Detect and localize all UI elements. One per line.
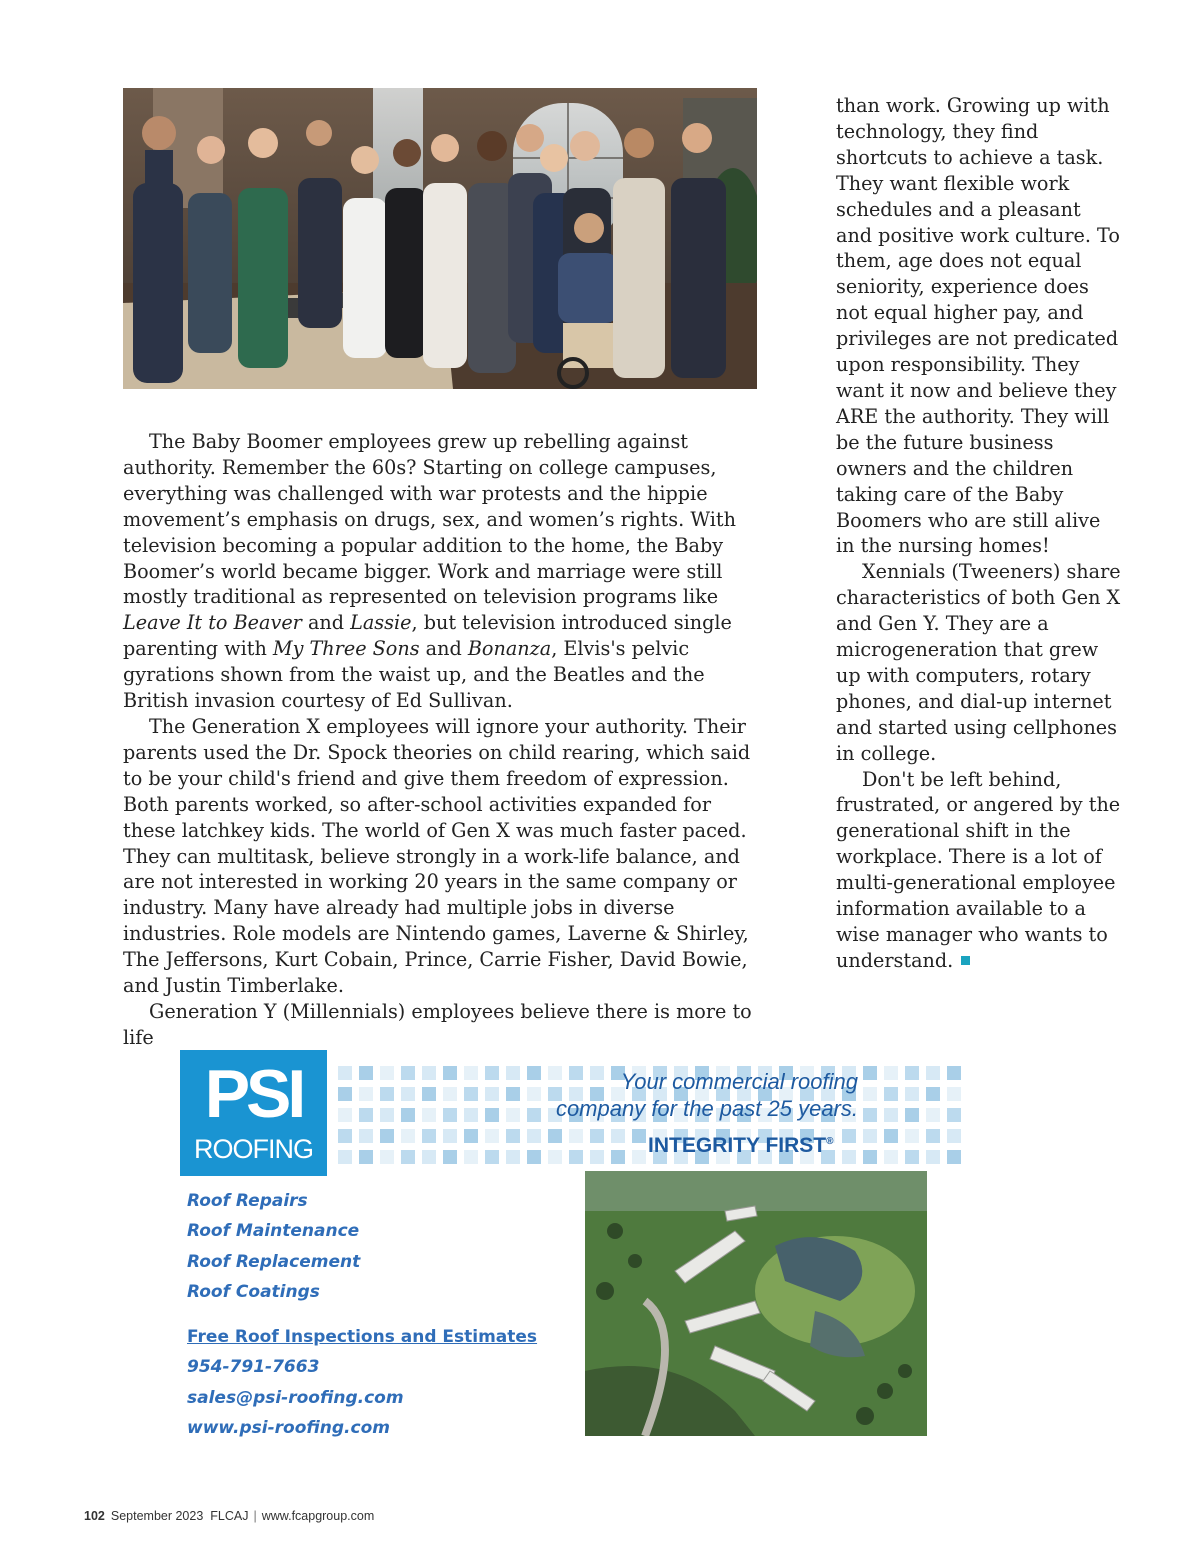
paragraph-generation-y-continued: than work. Growing up with technology, they find shortcuts to achieve a task. They want flexible work schedules and a pleasant and positive work culture. To them, age does not equal seniority, experience does not equal higher pay, and privileges are not predicated upon responsibility. They want it now and believe they ARE the authority. They will be the future business owners and the children taking care of the Baby Boomers who are still alive in the nursing homes! [836, 94, 1120, 558]
show-title-my-three-sons: My Three Sons [272, 637, 420, 661]
publication-name: FLCAJ [210, 1509, 249, 1523]
tagline-line-1: Your commercial roofing [620, 1069, 858, 1094]
footer-website[interactable]: www.fcapgroup.com [261, 1509, 375, 1523]
decorative-tile [401, 1150, 415, 1164]
show-title-bonanza: Bonanza [467, 637, 552, 661]
page-footer [84, 1509, 374, 1523]
service-item: Roof Coatings [187, 1281, 320, 1302]
integrity-first-slogan [648, 1134, 834, 1158]
decorative-tile [632, 1150, 646, 1164]
decorative-tile [422, 1150, 436, 1164]
email-address[interactable]: sales@psi-roofing.com [187, 1387, 404, 1408]
decorative-tile [380, 1129, 394, 1143]
team-photo-illustration [123, 88, 757, 389]
decorative-tile [380, 1066, 394, 1080]
decorative-tile [359, 1150, 373, 1164]
team-photo [123, 88, 757, 389]
end-of-article-mark [961, 956, 970, 965]
decorative-tile [464, 1066, 478, 1080]
decorative-tile [947, 1108, 961, 1122]
decorative-tile [926, 1108, 940, 1122]
decorative-tile [401, 1108, 415, 1122]
show-title-lassie: Lassie [350, 611, 412, 635]
decorative-tile [443, 1087, 457, 1101]
decorative-tile [422, 1087, 436, 1101]
paragraph-xennials: Xennials (Tweeners) share characteristics of both Gen X and Gen Y. They are a microgeneration that grew up with computers, rotary phones, and dial-up internet and started using cellphones in college. [836, 560, 1121, 765]
decorative-tile [485, 1150, 499, 1164]
decorative-tile [926, 1150, 940, 1164]
decorative-tile [485, 1087, 499, 1101]
decorative-tile [905, 1087, 919, 1101]
decorative-tile [947, 1129, 961, 1143]
decorative-tile [359, 1129, 373, 1143]
decorative-tile [380, 1087, 394, 1101]
decorative-tile [947, 1087, 961, 1101]
decorative-tile [926, 1087, 940, 1101]
decorative-tile [380, 1150, 394, 1164]
decorative-tile [884, 1087, 898, 1101]
decorative-tile [422, 1066, 436, 1080]
decorative-tile [590, 1150, 604, 1164]
decorative-tile [527, 1150, 541, 1164]
decorative-tile [884, 1129, 898, 1143]
logo-psi-text: PSI [204, 1056, 303, 1132]
decorative-tile [443, 1150, 457, 1164]
decorative-tile [401, 1066, 415, 1080]
decorative-tile [926, 1066, 940, 1080]
decorative-tile [548, 1150, 562, 1164]
decorative-tile [548, 1129, 562, 1143]
decorative-tile [863, 1150, 877, 1164]
decorative-tile [611, 1150, 625, 1164]
decorative-tile [842, 1150, 856, 1164]
decorative-tile [863, 1108, 877, 1122]
decorative-tile [443, 1129, 457, 1143]
ad-tagline [498, 1068, 858, 1122]
decorative-tile [884, 1150, 898, 1164]
footer-separator: | [253, 1509, 257, 1523]
decorative-tile [884, 1108, 898, 1122]
text-segment: The Baby Boomer employees grew up rebelling against authority. Remember the 60s? Starting on college campuses, everything was challenged with war protests and the hippie movement’s emphasis on drugs, sex, and women’s rights. With television becoming a popular addition to the home, the Baby Boomer’s world became bigger. Work and marriage were still mostly traditional as represented on television programs like [123, 430, 736, 609]
decorative-tile [380, 1108, 394, 1122]
ad-website[interactable]: www.psi-roofing.com [187, 1417, 390, 1438]
phone-number[interactable]: 954-791-7663 [187, 1357, 320, 1378]
registered-mark: ® [826, 1136, 834, 1147]
decorative-tile [422, 1129, 436, 1143]
decorative-tile [464, 1150, 478, 1164]
decorative-tile [863, 1066, 877, 1080]
decorative-tile [569, 1129, 583, 1143]
decorative-tile [338, 1066, 352, 1080]
psi-roofing-logo [180, 1050, 327, 1176]
decorative-tile [443, 1066, 457, 1080]
decorative-tile [485, 1066, 499, 1080]
decorative-tile [632, 1129, 646, 1143]
decorative-tile [947, 1066, 961, 1080]
decorative-tile [338, 1108, 352, 1122]
decorative-tile [464, 1087, 478, 1101]
decorative-tile [401, 1129, 415, 1143]
decorative-tile [338, 1129, 352, 1143]
decorative-tile [485, 1108, 499, 1122]
text-segment: and [301, 611, 351, 635]
decorative-tile [905, 1066, 919, 1080]
aerial-photo [585, 1171, 927, 1436]
decorative-tile [443, 1108, 457, 1122]
decorative-tile [359, 1108, 373, 1122]
decorative-tile [905, 1129, 919, 1143]
decorative-tile [359, 1087, 373, 1101]
text-segment: The Generation X employees will ignore your authority. Their parents used the Dr. Spock theories on child rearing, which said to be your child's friend and give them freedom of expression. Both parents worked, so after-school activities expanded for these latchkey kids. The world of Gen X was much faster paced. They can multitask, believe strongly in a work-life balance, and are not interested in working 20 years in the same company or industry. Many have already had multiple jobs in diverse industries. Role models are Nintendo games, Laverne & Shirley, The Jeffersons, Kurt Cobain, Prince, Carrie Fisher, David Bowie, and Justin Timberlake. [123, 714, 751, 998]
aerial-photo-illustration [585, 1171, 927, 1436]
text-segment: , Elvis's pelvic gyrations shown from the waist up, and the Beatles and the British invasion courtesy of Ed Sullivan. [123, 637, 705, 713]
conclusion-text: Don't be left behind, frustrated, or angered by the generational shift in the workplace. There is a lot of multi-generational employee information available to a wise manager who wants to understand. [836, 767, 1121, 972]
decorative-tile [863, 1087, 877, 1101]
psi-roofing-ad[interactable] [180, 1050, 980, 1450]
decorative-tile [590, 1129, 604, 1143]
show-title-leave-it-to-beaver: Leave It to Beaver [123, 611, 302, 635]
decorative-tile [611, 1129, 625, 1143]
paragraph-conclusion [836, 767, 1121, 974]
decorative-tile [401, 1087, 415, 1101]
integrity-text: INTEGRITY FIRST [648, 1134, 827, 1157]
paragraph-generation-y [123, 999, 763, 1051]
logo-roofing-text: ROOFING [194, 1134, 313, 1164]
text-segment: Generation Y (Millennials) employees believe there is more to life [123, 999, 752, 1049]
service-item: Roof Maintenance [187, 1221, 360, 1242]
services-list [187, 1186, 360, 1307]
decorative-tile [884, 1066, 898, 1080]
service-item: Roof Repairs [187, 1191, 308, 1211]
decorative-tile [506, 1129, 520, 1143]
issue-date: September 2023 [110, 1509, 204, 1523]
text-segment: and [419, 637, 468, 661]
decorative-tile [905, 1108, 919, 1122]
page-number: 102 [84, 1509, 105, 1523]
decorative-tile [422, 1108, 436, 1122]
decorative-tile [527, 1129, 541, 1143]
paragraph-generation-x [123, 714, 763, 999]
decorative-tile [947, 1150, 961, 1164]
decorative-tile [464, 1129, 478, 1143]
decorative-tile [926, 1129, 940, 1143]
decorative-tile [569, 1150, 583, 1164]
tagline-line-2: company for the past 25 years. [555, 1096, 858, 1121]
article-column-left [123, 429, 763, 1051]
decorative-tile [485, 1129, 499, 1143]
decorative-tile [506, 1150, 520, 1164]
contact-block [187, 1322, 537, 1443]
decorative-tile [338, 1150, 352, 1164]
free-inspection-link[interactable]: Free Roof Inspections and Estimates [187, 1327, 538, 1347]
paragraph-baby-boomers [123, 429, 763, 714]
service-item: Roof Replacement [187, 1251, 361, 1272]
article-column-right [836, 93, 1121, 974]
text-segment: , but television introduced single parenting with [123, 611, 732, 661]
decorative-tile [905, 1150, 919, 1164]
decorative-tile [842, 1129, 856, 1143]
decorative-tile [338, 1087, 352, 1101]
decorative-tile [464, 1108, 478, 1122]
decorative-tile [863, 1129, 877, 1143]
decorative-tile [359, 1066, 373, 1080]
